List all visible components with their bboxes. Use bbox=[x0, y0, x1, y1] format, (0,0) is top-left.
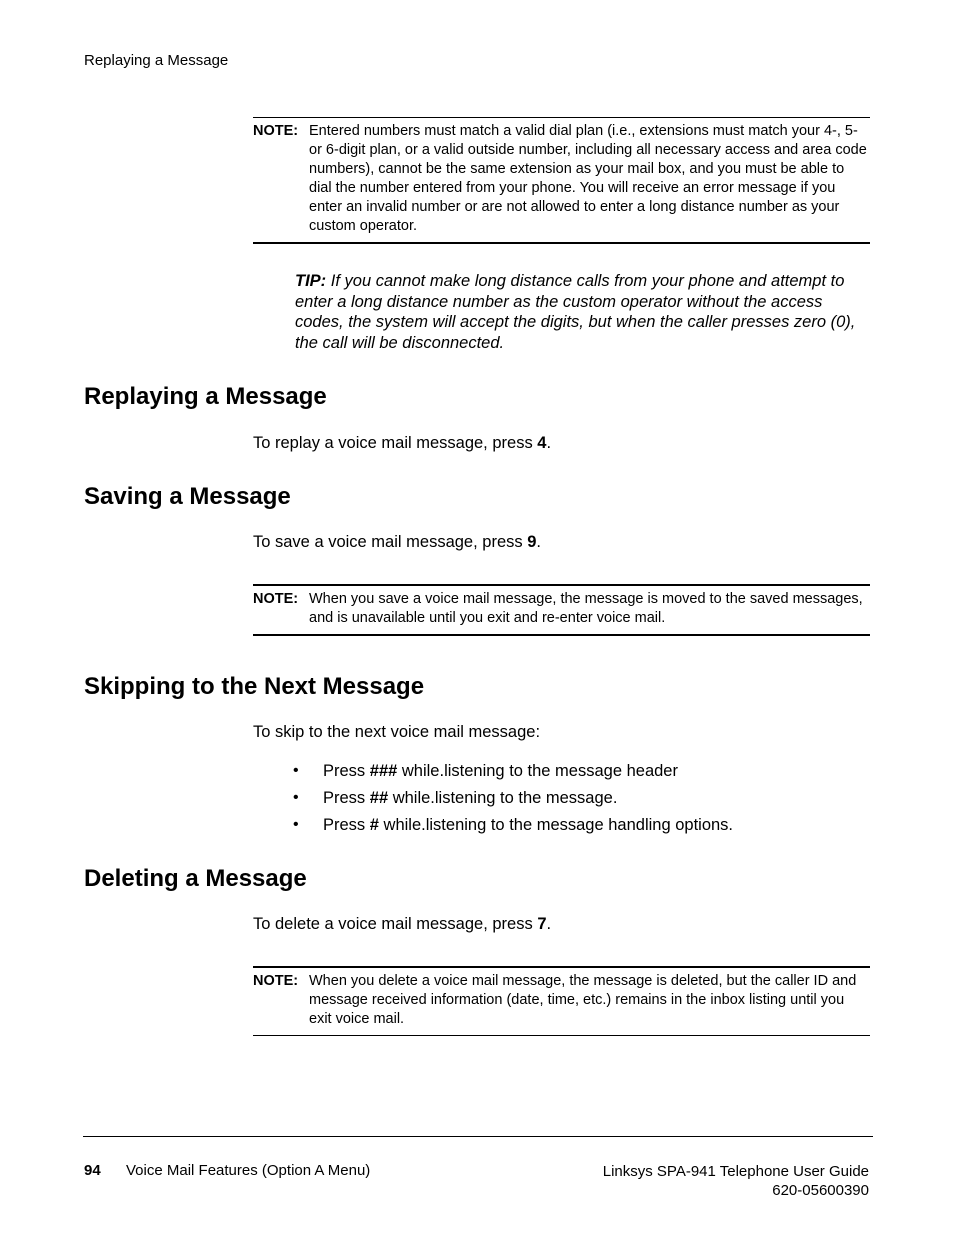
note-text: When you delete a voice mail message, the message is deleted, but the caller ID and message received information (date, time, etc.) remains in the inbox listing until you exit voice mail. bbox=[309, 973, 857, 1027]
bullet-text: while.listening to the message header bbox=[397, 762, 678, 780]
instruction-end: . bbox=[536, 533, 541, 551]
chapter-title: Voice Mail Features (Option A Menu) bbox=[126, 1162, 371, 1179]
replay-instruction bbox=[253, 433, 551, 453]
note-box bbox=[253, 117, 870, 244]
instruction-text: To replay a voice mail message, press bbox=[253, 434, 538, 452]
list-item bbox=[293, 760, 733, 787]
instruction-text: To delete a voice mail message, press bbox=[253, 915, 538, 933]
note-label: NOTE: bbox=[253, 973, 299, 989]
bullet-text: while.listening to the message handling options. bbox=[378, 816, 734, 834]
skip-bullet-list bbox=[293, 760, 733, 841]
bullet-icon: • bbox=[293, 789, 299, 806]
note-label: NOTE: bbox=[253, 123, 299, 139]
doc-number: 620-05600390 bbox=[772, 1182, 869, 1199]
bullet-icon: • bbox=[293, 762, 299, 779]
note-box bbox=[253, 966, 870, 1036]
heading-deleting: Deleting a Message bbox=[84, 865, 307, 892]
bullet-text: Press bbox=[323, 816, 370, 834]
instruction-end: . bbox=[546, 434, 552, 452]
note-text: Entered numbers must match a valid dial plan (i.e., extensions must match your 4-, 5- or 6-digit plan, or a valid outside number, including all necessary access and area code numbers), cannot be the same extension as your mail box, and you must be able to dial the number entered from your phone. You will receive an error message if you enter an invalid number or are not allowed to enter a long distance number as your custom operator. bbox=[309, 123, 867, 234]
skip-intro: To skip to the next voice mail message: bbox=[253, 723, 541, 741]
key-label: # bbox=[369, 816, 379, 834]
running-header: Replaying a Message bbox=[84, 52, 229, 69]
heading-saving: Saving a Message bbox=[84, 483, 291, 510]
bullet-text: Press bbox=[323, 762, 370, 780]
footer-divider bbox=[83, 1136, 873, 1137]
bullet-icon: • bbox=[293, 816, 299, 833]
footer-left bbox=[84, 1162, 370, 1179]
key-label: 7 bbox=[537, 915, 547, 933]
list-item bbox=[293, 787, 733, 814]
tip-text: If you cannot make long distance calls from your phone and attempt to enter a long distance number as the custom operator without the access codes, the system will accept the digits, but when the caller presses zero (0), the call will be disconnected. bbox=[295, 272, 856, 352]
key-label: 4 bbox=[537, 434, 547, 452]
heading-skipping: Skipping to the Next Message bbox=[84, 673, 425, 700]
key-label: ### bbox=[369, 762, 398, 780]
key-label: ## bbox=[369, 789, 389, 807]
tip-label: TIP: bbox=[295, 272, 327, 290]
delete-instruction bbox=[253, 914, 551, 934]
bullet-text: Press bbox=[323, 789, 370, 807]
footer-right bbox=[603, 1162, 869, 1200]
note-text: When you save a voice mail message, the message is moved to the saved messages, and is unavailable until you exit and re-enter voice mail. bbox=[309, 591, 863, 626]
note-label: NOTE: bbox=[253, 591, 299, 607]
instruction-text: To save a voice mail message, press bbox=[253, 533, 528, 551]
heading-replaying: Replaying a Message bbox=[84, 383, 327, 410]
page-number: 94 bbox=[84, 1162, 101, 1179]
save-instruction bbox=[253, 532, 541, 552]
key-label: 9 bbox=[527, 533, 537, 551]
tip-paragraph bbox=[295, 271, 875, 353]
note-box bbox=[253, 584, 870, 636]
list-item bbox=[293, 814, 733, 841]
guide-title: Linksys SPA-941 Telephone User Guide bbox=[602, 1163, 869, 1180]
instruction-end: . bbox=[546, 915, 552, 933]
bullet-text: while.listening to the message. bbox=[388, 789, 618, 807]
